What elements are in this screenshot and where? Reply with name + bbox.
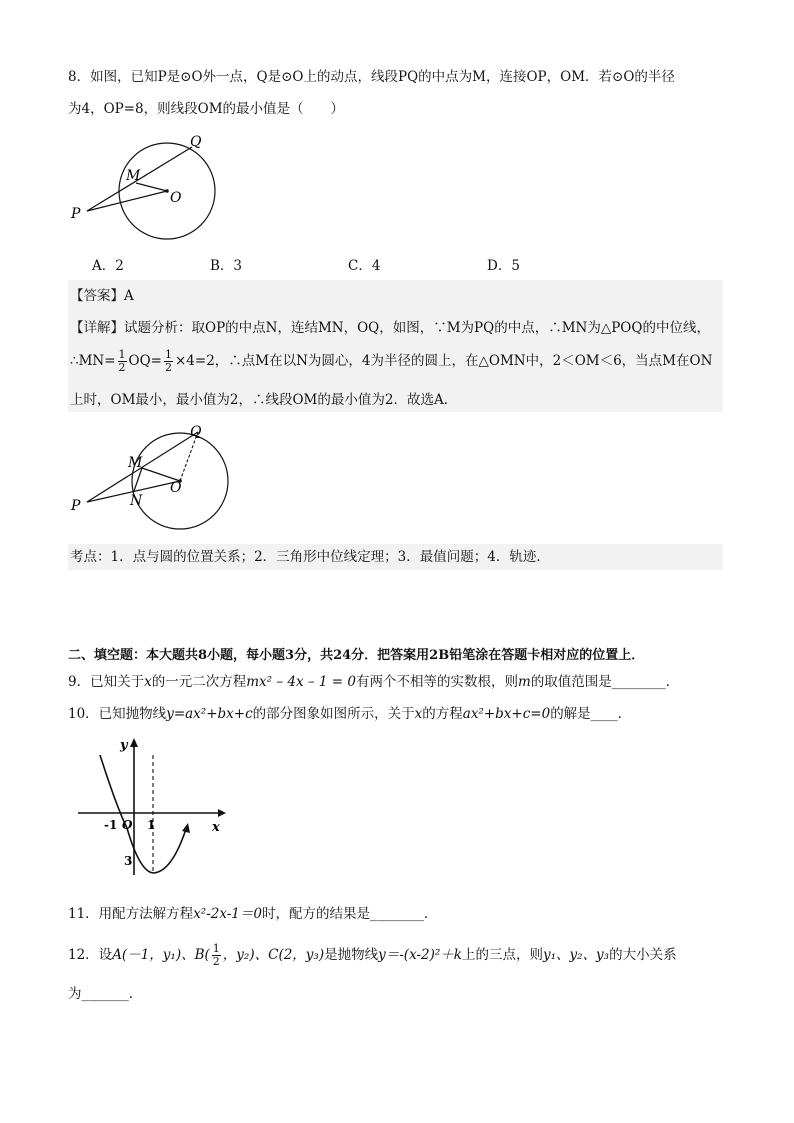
label-o: O [170,190,182,206]
option-d: D．5 [487,258,520,274]
frac-den: 2 [212,955,220,968]
segment-po [87,191,167,211]
q12-point-b: B( [194,947,210,963]
label-x: x [212,820,220,835]
q8-line2: 为4，OP=8，则线段OM的最小值是（ ） [68,101,345,117]
parabola-curve [100,755,186,873]
frac-num: 1 [118,348,126,361]
label-q: Q [190,424,202,440]
q9-var-m: m [518,674,531,690]
q10-equation: y=ax²+bx+c [166,706,253,722]
label-y: y [120,738,128,753]
x-axis-arrow [218,809,226,817]
q9 [68,672,679,692]
answer-label: 【答案】A [70,288,134,304]
curve-arrow [182,823,190,833]
answer-detail-line3: 上时，OM最小，最小值为2，∴线段OM的最小值为2．故选A． [70,392,458,408]
section2-heading: 二、填空题：本大题共8小题，每小题3分，共24分．把答案用2B铅笔涂在答题卡相对应的位置上． [68,648,645,663]
q12-point-c: C(2，y₃) [268,947,325,963]
q9-text: 有两个不相等的实数根，则 [356,674,518,690]
q12-point-a: A(－1，y₁)、 [112,947,195,963]
detail-text: ×4=2，∴点M在以N为圆心，4为半径的圆上，在△OMN中，2＜OM＜6，当点M在ON [175,353,713,369]
label-one: 1 [147,818,156,832]
q11-equation: x²-2x-1＝0 [193,906,262,922]
q12-ys: y₁、y₂、y₃ [542,947,610,963]
label-m: M [128,455,143,471]
option-c: C．4 [348,258,381,274]
frac-num: 1 [165,348,172,361]
label-q: Q [190,134,202,150]
q9-text: 的取值范围是________． [530,674,680,690]
label-p: P [71,498,81,514]
q9-text: 的一元二次方程 [151,674,247,690]
answer-kaodian: 考点：1．点与圆的位置关系；2．三角形中位线定理；3．最值问题；4．轨迹． [70,549,550,565]
fraction-half [212,943,221,968]
label-neg1: -1 [104,818,118,832]
label-p: P [71,206,81,222]
label-m: M [126,168,141,184]
q9-text: 9．已知关于 [68,674,145,690]
label-three: 3 [124,854,133,868]
q12-text: 的大小关系 [609,947,677,963]
frac-den: 2 [118,361,126,374]
q11-text: 时，配方的结果是________． [261,906,438,922]
q9-equation: mx² – 4x – 1 = 0 [246,674,356,690]
q12-text: 是抛物线 [324,947,379,963]
option-a: A．2 [92,258,124,274]
q12-line2: 为_______． [68,986,143,1002]
q12-text: 12．设 [68,947,113,963]
q8-line1: 8．如图，已知P是⊙O外一点，Q是⊙O上的动点，线段PQ的中点为M，连接OP，OM．若⊙O的半径 [68,69,675,85]
q10-text: 的方程 [422,706,463,722]
q9-var-x: x [144,674,152,690]
q10-var-x: x [414,706,423,722]
q12-line1 [68,938,677,972]
q10-text: 的部分图象如图所示，关于 [252,706,415,722]
y-axis-arrow [130,738,138,747]
q11 [68,904,437,924]
frac-num: 1 [212,942,220,955]
label-origin: O [122,818,133,832]
label-n: N [130,493,143,509]
frac-den: 2 [165,361,172,374]
detail-text: ∴MN= [70,353,116,369]
q10-text: 的解是____． [550,706,632,722]
q11-text: 11．用配方法解方程 [68,906,194,922]
answer-detail-line2 [70,344,712,378]
answer-figure [60,418,230,533]
label-o: O [170,480,182,496]
q8-figure [60,128,230,243]
point-o [165,189,169,193]
answer-detail-line1: 【详解】试题分析：取OP的中点N，连结MN，OQ，如图，∵M为PQ的中点，∴MN为△POQ的中位线， [70,320,710,336]
segment-mo [136,183,167,191]
q10 [68,704,631,724]
fraction-half [164,349,173,374]
q12-text: 上的三点，则 [461,947,543,963]
q10-text: 10．已知抛物线 [68,706,167,722]
option-b: B．3 [210,258,243,274]
q10-parabola-graph [72,733,232,883]
q10-equation: ax²+bx+c=0 [462,706,551,722]
q12-point-b: ，y₂)、 [222,947,269,963]
q12-equation: y＝-(x-2)²＋k [378,947,462,963]
detail-text: OQ= [128,353,162,369]
fraction-half [118,349,127,374]
